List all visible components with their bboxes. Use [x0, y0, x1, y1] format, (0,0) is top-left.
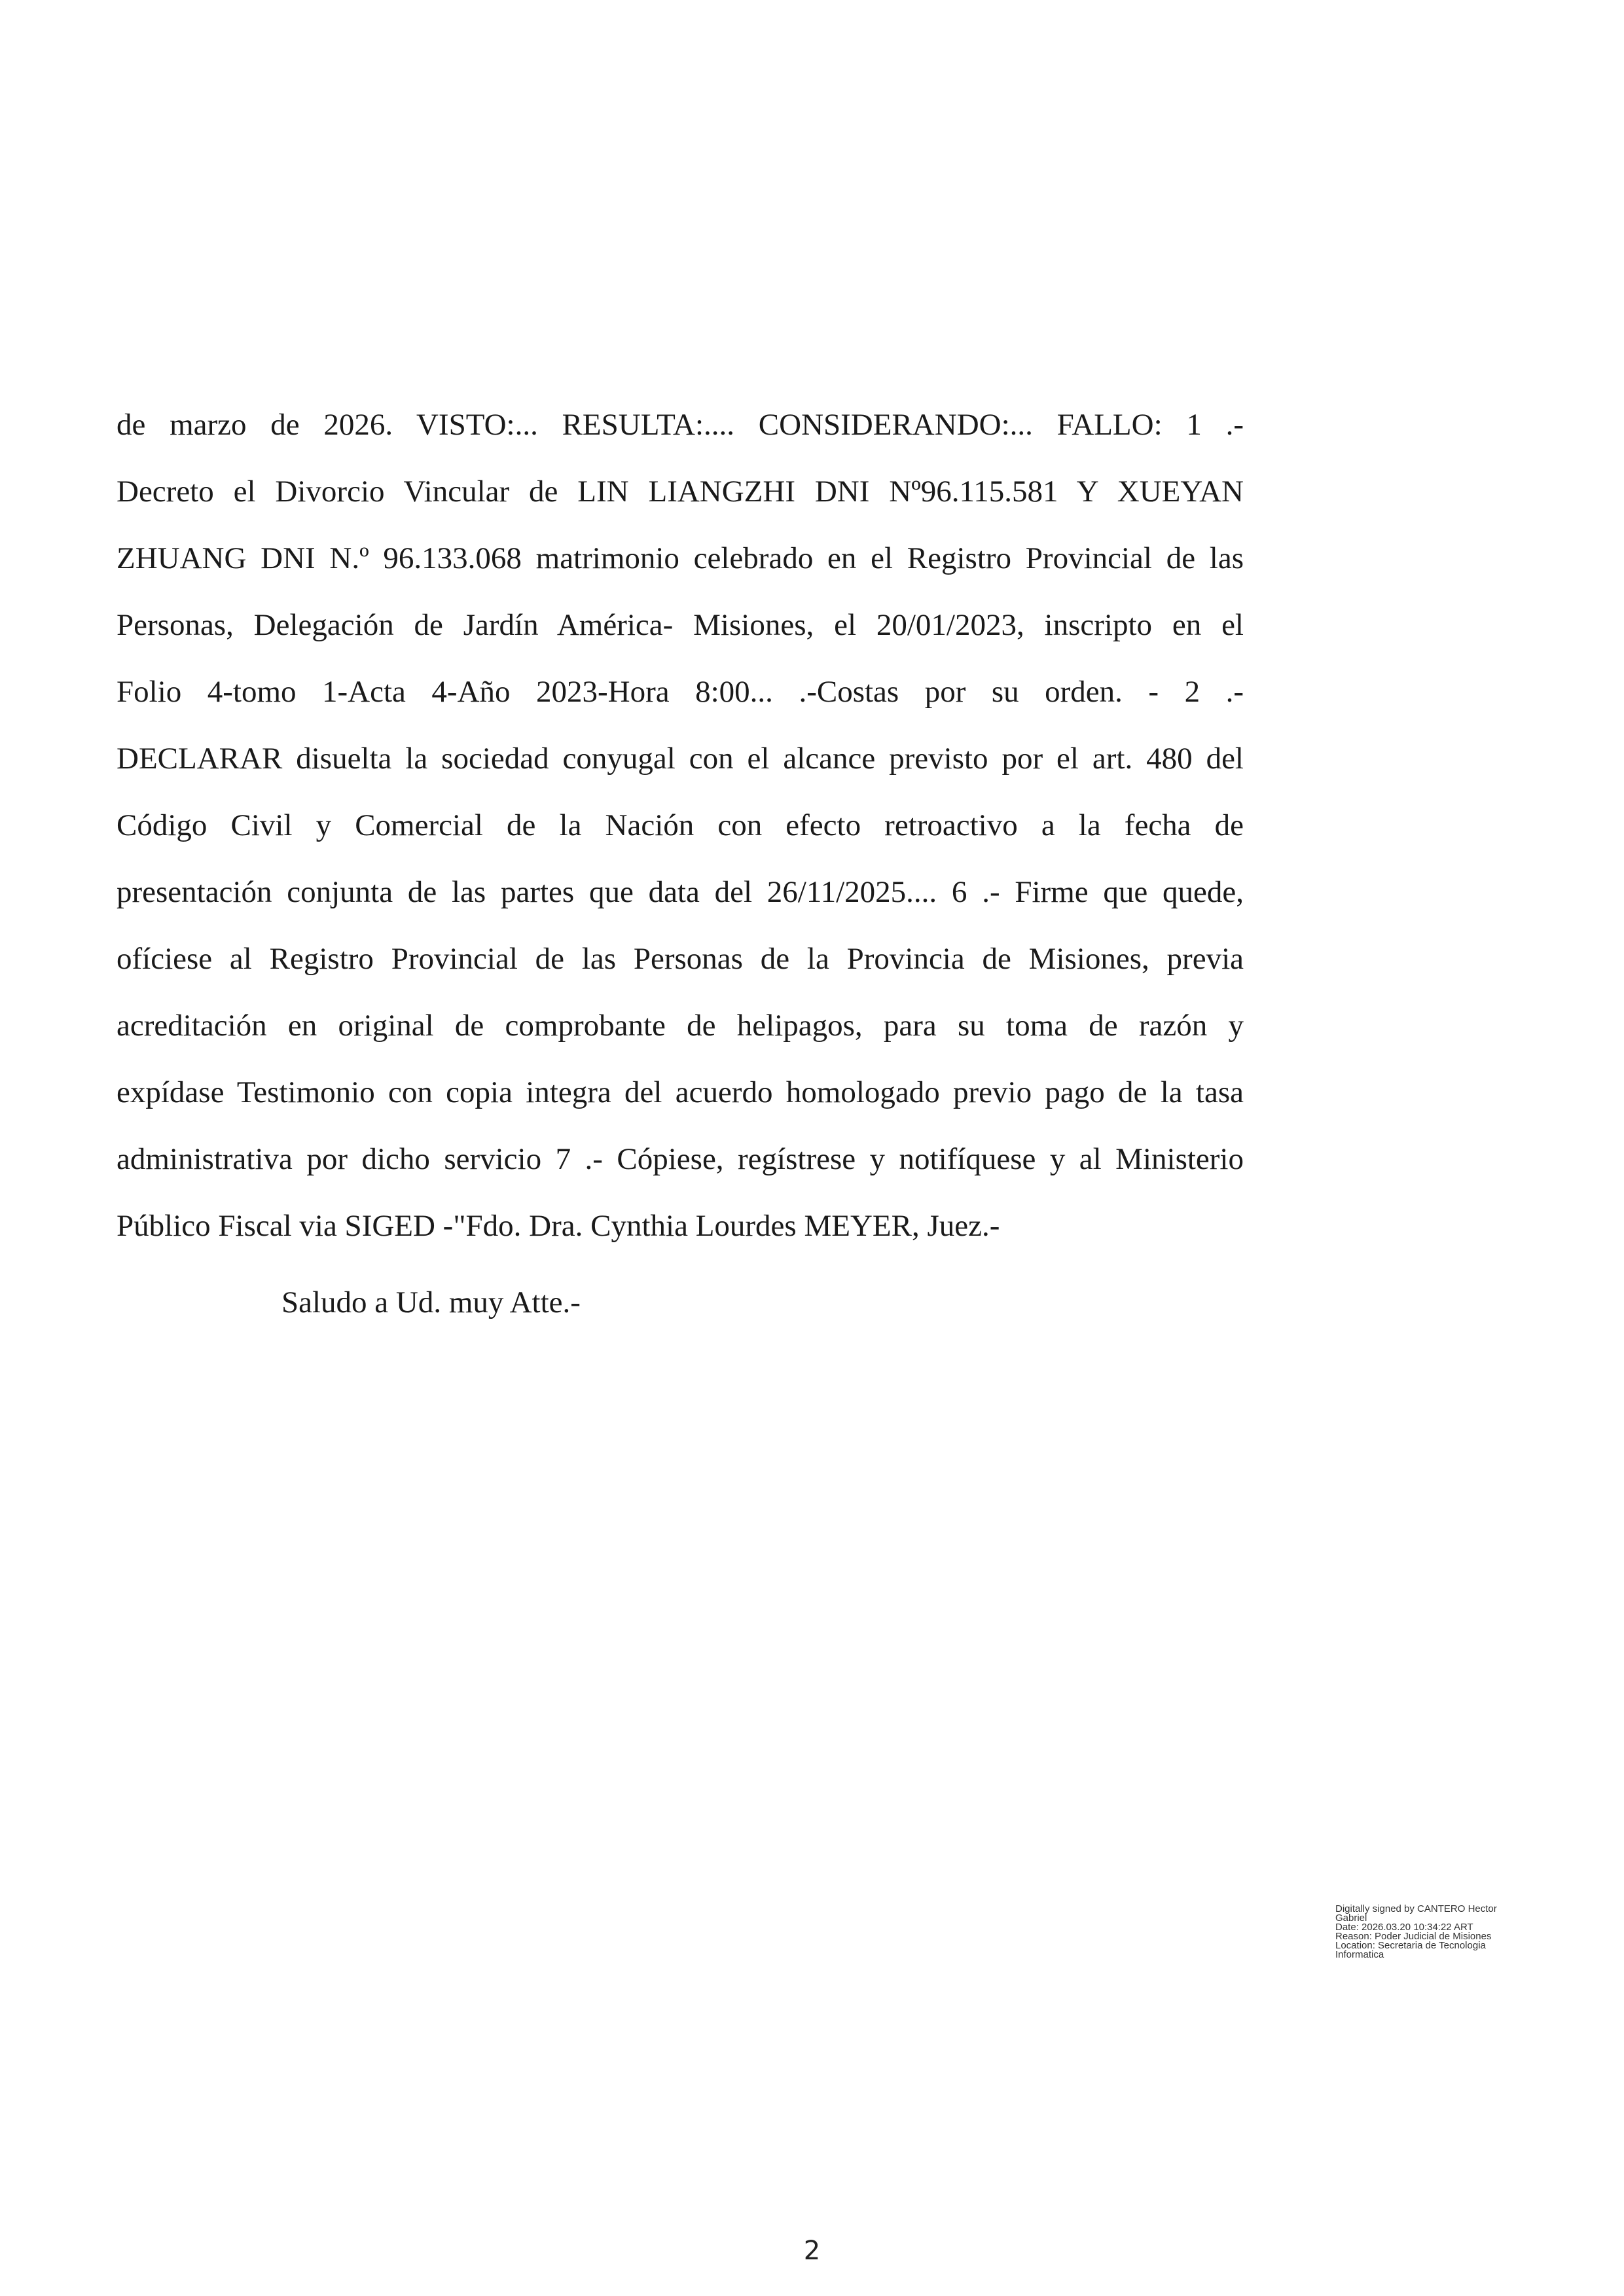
- text-line: Folio 4-tomo 1-Acta 4-Año 2023-Hora 8:00... .-Costas por su orden. - 2 .-: [117, 675, 1244, 709]
- text-line: Decreto el Divorcio Vincular de LIN LIANGZHI DNI Nº96.115.581 Y XUEYAN: [117, 475, 1244, 509]
- signature-signer: Digitally signed by CANTERO Hector: [1335, 1903, 1497, 1914]
- digital-signature-block: [1335, 1905, 1532, 1960]
- text-line: de marzo de 2026. VISTO:... RESULTA:.... CONSIDERANDO:... FALLO: 1 .-: [117, 408, 1244, 442]
- text-line: expídase Testimonio con copia integra del acuerdo homologado previo pago de la tasa: [117, 1075, 1244, 1109]
- resolution-text: [117, 391, 1244, 1259]
- signature-signer-cont: Gabriel: [1335, 1912, 1367, 1924]
- text-line: DECLARAR disuelta la sociedad conyugal con el alcance previsto por el art. 480 del: [117, 742, 1244, 776]
- signature-location: Location: Secretaria de Tecnologia: [1335, 1940, 1486, 1951]
- text-line: ofíciese al Registro Provincial de las Personas de la Provincia de Misiones, previa: [117, 942, 1244, 976]
- text-line: Código Civil y Comercial de la Nación con efecto retroactivo a la fecha de: [117, 808, 1244, 842]
- closing-salutation: Saludo a Ud. muy Atte.-: [281, 1285, 581, 1319]
- text-line: Público Fiscal via SIGED -"Fdo. Dra. Cynthia Lourdes MEYER, Juez.-: [117, 1209, 1000, 1243]
- text-line: Personas, Delegación de Jardín América- Misiones, el 20/01/2023, inscripto en el: [117, 608, 1244, 642]
- page-number: 2: [803, 2236, 821, 2266]
- signature-reason: Reason: Poder Judicial de Misiones: [1335, 1931, 1492, 1942]
- text-line: presentación conjunta de las partes que data del 26/11/2025.... 6 .- Firme que quede,: [117, 875, 1244, 909]
- text-line: acreditación en original de comprobante de helipagos, para su toma de razón y: [117, 1009, 1244, 1043]
- signature-date: Date: 2026.03.20 10:34:22 ART: [1335, 1922, 1473, 1933]
- text-line: administrativa por dicho servicio 7 .- Cópiese, regístrese y notifíquese y al Ministerio: [117, 1142, 1244, 1176]
- text-line: ZHUANG DNI N.º 96.133.068 matrimonio celebrado en el Registro Provincial de las: [117, 541, 1244, 575]
- signature-location-cont: Informatica: [1335, 1949, 1384, 1960]
